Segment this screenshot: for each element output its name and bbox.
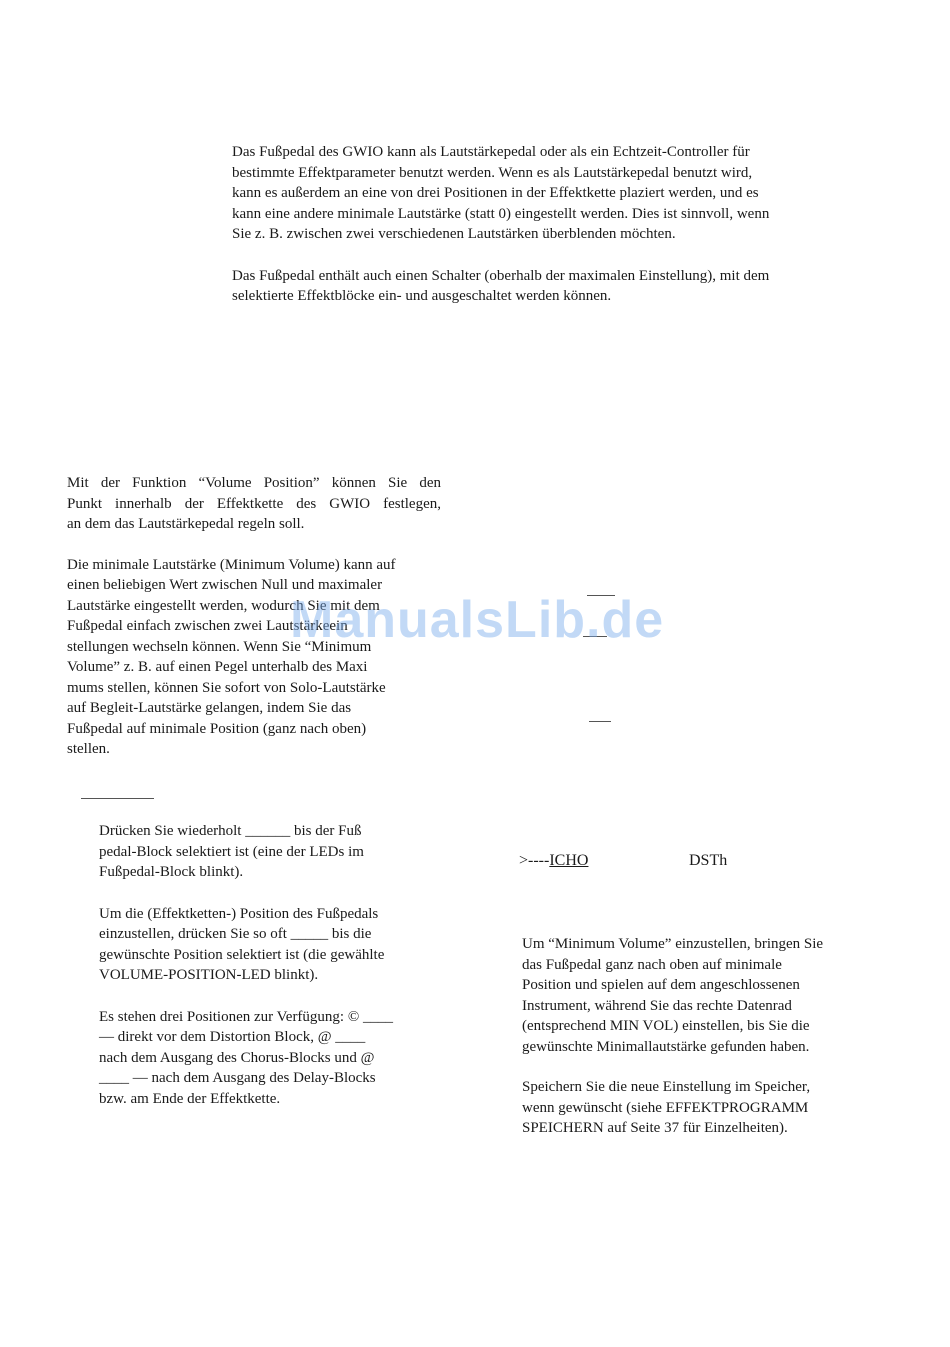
text-line: das Fußpedal ganz nach oben auf minimale [522,956,782,973]
step-3 [99,1007,393,1110]
text-line: selektierte Effektblöcke ein- und ausgeschaltet werden können. [232,288,612,304]
text-line: VOLUME-POSITION-LED blinkt). [99,967,319,983]
text-line: (entsprechend MIN VOL) einstellen, bis Sie die [522,1018,810,1034]
text-line: Punkt innerhalb der Effektkette des GWIO festlegen, [67,495,441,512]
text-line: gewünschte Position selektiert ist (die gewählte [99,946,385,963]
steps-left [99,821,393,1109]
text-line: nach dem Ausgang des Chorus-Blocks und @ [99,1049,375,1066]
minimum-volume-paragraph [67,555,441,760]
text-line: Sie z. B. zwischen zwei verschiedenen Lautstärken überblenden möchten. [232,226,676,242]
text-line: stellungen wechseln können. Wenn Sie “Minimum [67,638,372,655]
text-line: pedal-Block selektiert ist (eine der LEDs im [99,843,364,860]
volume-position-description [67,473,441,760]
step-1 [99,821,393,883]
text-line: auf Begleit-Lautstärke gelangen, indem Sie das [67,700,352,716]
step-4 [522,934,823,1057]
text-line: Das Fußpedal des GWIO kann als Lautstärkepedal oder als ein Echtzeit-Controller für [232,144,750,160]
watermark: ManualsLib.de [290,591,665,649]
text-line: an dem das Lautstärkepedal regeln soll. [67,516,305,532]
text-line: ____ — nach dem Ausgang des Delay-Blocks [99,1070,376,1086]
text-line: einzustellen, drücken Sie so oft _____ bis die [99,926,372,942]
text-line: einen beliebigen Wert zwischen Null und maximaler [67,577,383,593]
text-line: Es stehen drei Positionen zur Verfügung: © ____ [99,1008,393,1025]
text-line: mums stellen, können Sie sofort von Solo-Lautstärke [67,679,386,696]
text-line: bestimmte Effektparameter benutzt werden. Wenn es als Lautstärkepedal benutzt wird, [232,164,753,181]
text-line: — direkt vor dem Distortion Block, @ ____ [99,1029,366,1045]
volume-position-paragraph [67,473,441,535]
text-line: Um “Minimum Volume” einzustellen, bringen Sie [522,936,824,952]
text-line: gewünschte Minimallautstärke gefunden haben. [522,1038,810,1055]
text-line: wenn gewünscht (siehe EFFEKTPROGRAMM [522,1099,809,1116]
figure-rule [583,636,607,637]
text-line: Mit der Funktion “Volume Position” können Sie den [67,475,441,491]
text-line: Das Fußpedal enthält auch einen Schalter (oberhalb der maximalen Einstellung), mit dem [232,267,770,284]
distortion-label: DSTh [689,852,728,869]
effect-chain-diagram [519,851,588,872]
step-2 [99,904,393,986]
text-line: Lautstärke eingestellt werden, wodurch Sie mit dem [67,597,380,614]
step-5 [522,1077,823,1139]
steps-right [522,934,823,1139]
intro-paragraph-2 [232,266,769,307]
section-divider [81,798,154,799]
text-line: bzw. am Ende der Effektkette. [99,1090,281,1107]
text-line: stellen. [67,741,110,757]
figure-rule [589,721,611,722]
text-line: Die minimale Lautstärke (Minimum Volume) kann auf [67,556,396,573]
text-line: Drücken Sie wiederholt ______ bis der Fuß [99,823,362,839]
chain-arrow: >---- [519,852,550,869]
text-line: Speichern Sie die neue Einstellung im Speicher, [522,1079,811,1095]
text-line: Fußpedal auf minimale Position (ganz nach oben) [67,720,367,737]
intro-text [232,142,769,307]
text-line: Fußpedal-Block blinkt). [99,864,244,880]
echo-label: ICHO [549,852,589,869]
text-line: Um die (Effektketten-) Position des Fußpedals [99,905,379,922]
distortion-label-wrap [689,851,727,872]
text-line: kann eine andere minimale Lautstärke (statt 0) eingestellt werden. Dies ist sinnvoll, wenn [232,205,770,222]
intro-paragraph-1 [232,142,769,245]
figure-rule [587,595,615,596]
text-line: Volume” z. B. auf einen Pegel unterhalb des Maxi [67,659,368,675]
text-line: kann es außerdem an eine von drei Positionen in der Effektkette plaziert werden, und es [232,185,759,201]
text-line: Position und spielen auf dem angeschlossenen [522,977,800,993]
text-line: Fußpedal einfach zwischen zwei Lautstärkeein [67,618,348,634]
text-line: SPEICHERN auf Seite 37 für Einzelheiten). [522,1120,788,1136]
text-line: Instrument, während Sie das rechte Datenrad [522,997,792,1014]
